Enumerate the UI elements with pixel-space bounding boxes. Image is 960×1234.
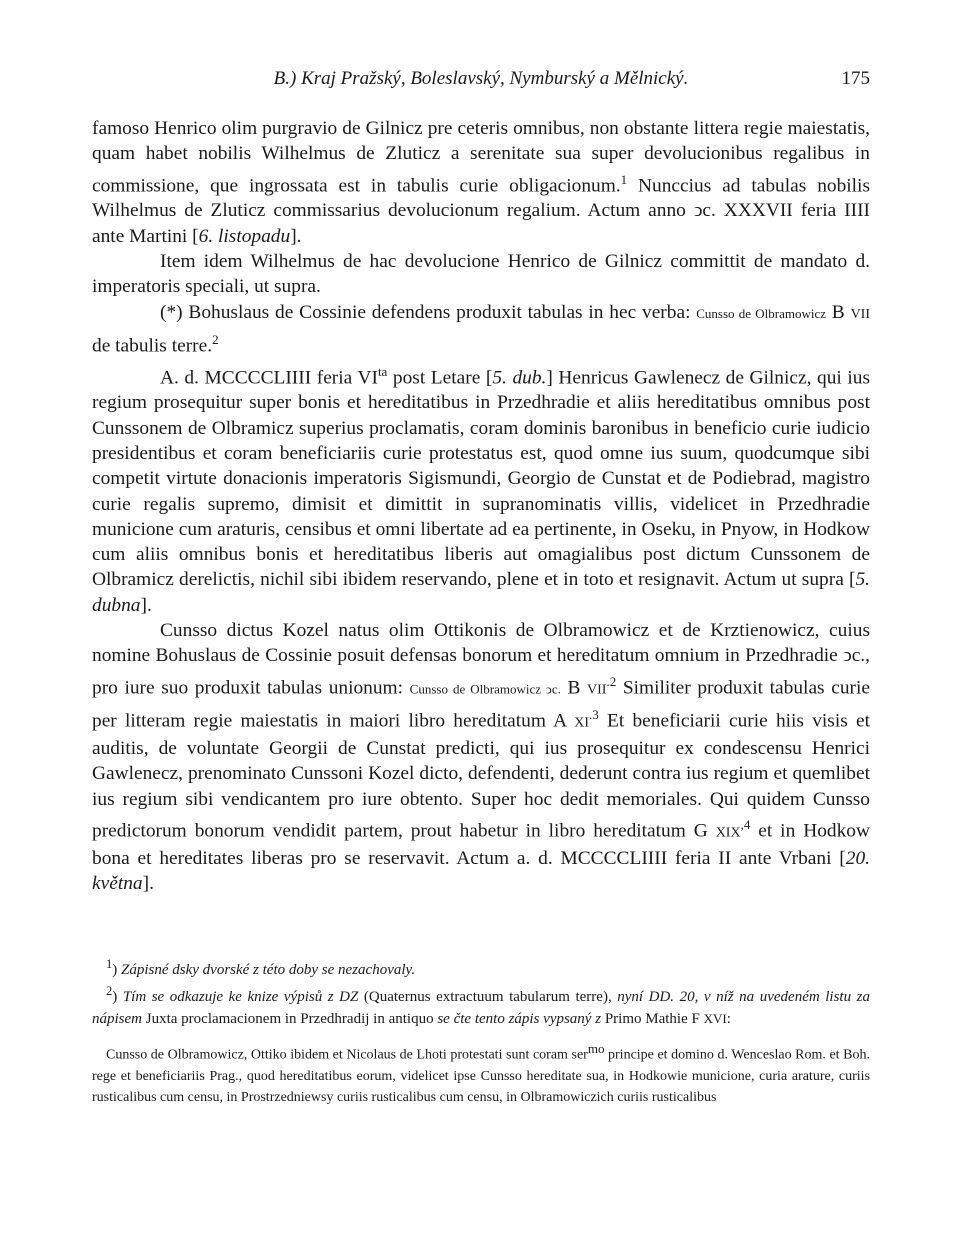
footnote-2: $^2$) Tím se odkazuje ke knize výpisů z DZ (Quaternus extractuum tabularum terre), nyní DD. 20, v níž na uvedeném listu za nápisem Juxta proclamacionem in Przedhradij in antiquo se čte tento zápis vypsaný z Primo Mathie F XVI: xyxy=(92,984,870,1027)
footnote-mark: 2 xyxy=(106,984,113,998)
page-header xyxy=(92,66,870,92)
numeral: VII xyxy=(587,682,607,698)
text: ] Henricus Gawlenecz de Gilnicz, qui ius regium prosequitur super bonis et hereditatibus in Przedhradie et aliis hereditatibus omnibus post Cunssonem de Olbramicz superius proclamatis, coram dominis baronibus in beneficio curie iudicio presidentibus et coram beneficiariis curie protestatus est, quod omne ius suum, quodcumque sibi competit virtute donacionis imperatoris Sigismundi, Georgio de Cunstat et de Podiebrad, magistro curie regalis supremo, dimisit et dimittit in supranominatis villis, videlicet in Przedhradie municione cum araturis, censibus et omni libertate ad ea pertinente, in Oseku, in Pnyow, in Hodkow cum aliis omnibus bonis et hereditatibus liberis aut omagialibus post dictum Cunssonem de Olbramicz derelictis, nichil sibi ibidem reservando, plene et in toto et resignavit. Actum ut supra [ xyxy=(92,367,870,591)
footnote-text: Juxta proclamacionem in Przedhradij in antiquo xyxy=(142,1011,438,1027)
footnote-mark: 1 xyxy=(106,957,113,971)
superscript: ta xyxy=(377,363,388,379)
text: post Letare [ xyxy=(387,367,493,389)
footnote-1: $^1$) Zápisné dsky dvorské z této doby se nezachovaly. xyxy=(106,957,416,978)
footnote-ref: 1 xyxy=(620,171,628,187)
paragraph-1 xyxy=(92,116,870,249)
quote-text: Cunsso de Olbramowicz, Ottiko ibidem et Nicolaus de Lhoti protestati sunt coram ser xyxy=(106,1047,588,1063)
paragraph-3 xyxy=(92,300,870,359)
footnote-ref: ,4 xyxy=(740,817,751,833)
footnote-text: Zápisné dsky dvorské z této doby se nezachovaly. xyxy=(121,962,416,978)
date-gloss: 20. května xyxy=(92,847,870,895)
footnote-text: (Quaternus extractuum tabularum terre), xyxy=(358,989,618,1005)
text: et in Hodkow bona et hereditates liberas pro se reservavit. Actum a. d. MCCCCLIIII feria II ante Vrbani [ xyxy=(92,820,870,869)
paragraph-2 xyxy=(92,249,870,300)
text: B xyxy=(560,677,588,699)
numeral: XVI xyxy=(703,1011,727,1026)
text: Similiter produxit tabulas curie per litteram regie maiestatis in maiori libro hereditatum A xyxy=(92,677,870,732)
footnote-text: : xyxy=(726,1011,731,1027)
text: ]. xyxy=(142,873,154,895)
footnote-text: nyní DD. 20, v níž na uvedeném listu za nápisem xyxy=(92,989,870,1027)
text: de tabulis terre. xyxy=(92,335,213,357)
text: famoso Henrico olim purgravio de Gilnicz pre ceteris omnibus, non obstante littera regie maiestatis, quam habet nobilis Wilhelmus de Zluticz a serenitate sua super devolucionibus regalibus in commissione, que ingrossata est in tabulis curie obligacionum. xyxy=(92,118,870,197)
footnote-text: se čte tento zápis vypsaný z xyxy=(437,1011,602,1027)
paragraph-4 xyxy=(92,359,870,618)
footnote-text: Primo Mathie F xyxy=(601,1011,704,1027)
text: Cunsso dictus Kozel natus olim Ottikonis de Olbramowicz et de Krztienowicz, cuius nomine Bohuslaus de Cossinie posuit defensas bonorum et hereditatum omnium in Przedhradie ͻc., pro iure suo produxit tabulas unionum: xyxy=(92,620,870,699)
running-title: B.) Kraj Pražský, Boleslavský, Nymburský a Mělnický. xyxy=(273,68,689,89)
text: A. d. MCCCCLIIII feria VI xyxy=(160,367,378,389)
text: Et beneficiarii curie hiis visis et auditis, de voluntate Georgii de Cunstat predicti, qui ius prosequitur ex condescensu Henrici Gawlenecz, prenominato Cunssoni Kozel dicto, defendenti, dederunt contra ius regium et quemlibet ius regium sibi vendicantem pro iure obtento. Super hoc dedit memoriales. Qui quidem Cunsso predictorum bonorum vendidit partem, prout habetur in libro hereditatum G xyxy=(92,710,870,842)
text: Nunccius ad tabulas nobilis Wilhelmus de Zluticz commissarius devolucionum regalium. Actum anno ͻc. XXXVII feria IIII ante Martini [ xyxy=(92,175,870,247)
footnote-ref: .3 xyxy=(589,707,599,723)
text: Item idem Wilhelmus de hac devolucione Henrico de Gilnicz committit de mandato d. imperatoris speciali, ut supra. xyxy=(92,250,870,298)
page-number: 175 xyxy=(841,68,870,89)
numeral: VII xyxy=(850,306,870,322)
date-gloss: 5. dub. xyxy=(492,367,547,389)
paragraph-5 xyxy=(92,618,870,896)
marginal-reference: Cunsso de Olbramowicz ͻc. xyxy=(409,681,561,697)
numeral: XI xyxy=(574,715,590,731)
superscript: mo xyxy=(587,1041,605,1056)
numeral: XIX xyxy=(715,825,741,841)
date-gloss: 5. dubna xyxy=(92,569,870,616)
footnote-text: Tím se odkazuje ke knize výpisů z DZ xyxy=(122,989,359,1005)
footnotes xyxy=(92,954,870,1108)
text: ]. xyxy=(140,594,152,616)
text: B xyxy=(826,301,851,323)
marginal-reference: Cunsso de Olbramowicz xyxy=(696,305,826,321)
main-text xyxy=(92,116,870,896)
date-gloss: 6. listopadu xyxy=(198,225,291,247)
text: ]. xyxy=(290,225,302,247)
quote-text: principe et domino d. Wenceslao Rom. et Boh. rege et beneficiariis Prag., quod hereditatibus eorum, videlicet ipse Cunsso hereditate sua, in Hodkowie municione, curia arature, curiis rusticalibus cum censu, in Prostrzedniewsy curiis rusticalibus cum censu, in Olbramowiczich curiis rusticalibus xyxy=(92,1047,870,1105)
footnote-ref: .2 xyxy=(606,673,617,689)
footnote-quotation xyxy=(92,1038,870,1108)
footnote-ref: 2 xyxy=(212,331,219,347)
text: (*) Bohuslaus de Cossinie defendens produxit tabulas in hec verba: xyxy=(160,301,697,323)
